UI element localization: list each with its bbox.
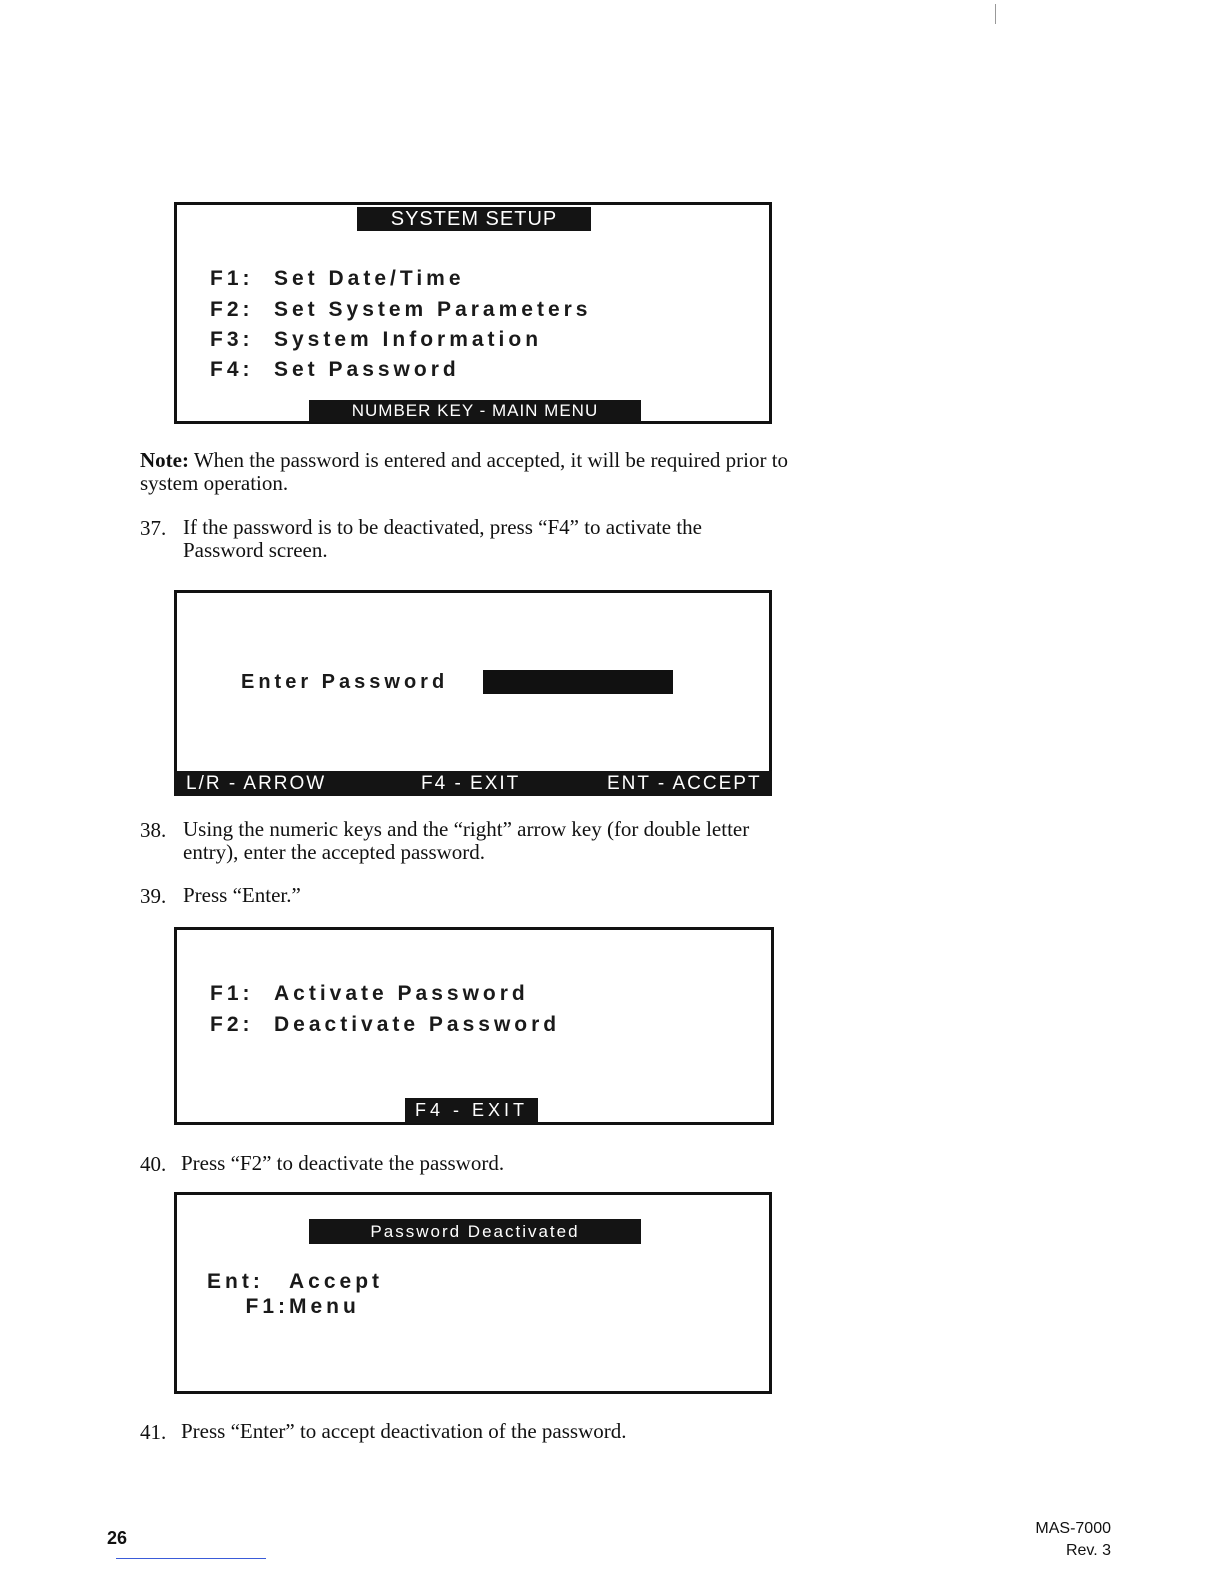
menu-label: System Information (274, 328, 543, 351)
document-id-block (1035, 1518, 1111, 1562)
main-menu-footer: NUMBER KEY - MAIN MENU (309, 400, 641, 422)
menu-item-set-password[interactable] (210, 358, 460, 382)
password-screen-footer (174, 771, 772, 796)
menu-item-set-date-time[interactable] (210, 267, 465, 291)
menu-label: Menu (289, 1295, 360, 1318)
step-41-number: 41. (140, 1420, 167, 1444)
password-deactivated-title: Password Deactivated (309, 1219, 641, 1244)
step-37-text: If the password is to be deactivated, press “F4” to activate the Password screen. (183, 515, 702, 562)
step-40-text: Press “F2” to deactivate the password. (181, 1151, 505, 1175)
step-38-number: 38. (140, 818, 167, 842)
menu-key: F2: (210, 1013, 254, 1036)
menu-key: F2: (210, 298, 254, 321)
menu-item-accept[interactable] (207, 1270, 383, 1294)
step-39-text: Press “Enter.” (183, 883, 301, 907)
menu-label: Deactivate Password (274, 1013, 561, 1036)
menu-label: Activate Password (274, 982, 529, 1005)
menu-label: Set Date/Time (274, 267, 465, 290)
arrow-hint: L/R - ARROW (186, 773, 327, 794)
note-text: When the password is entered and accepted, it will be required prior to system operation. (140, 448, 789, 495)
menu-item-system-information[interactable] (210, 328, 542, 352)
margin-mark (995, 4, 996, 24)
page-number: 26 (107, 1528, 128, 1548)
menu-item-set-system-parameters[interactable] (210, 298, 591, 322)
step-37-number: 37. (140, 516, 167, 540)
exit-hint: F4 - EXIT (421, 773, 521, 794)
note-label: Note: (140, 448, 189, 472)
note-paragraph (140, 449, 820, 495)
menu-label: Accept (289, 1270, 384, 1293)
footer-rule (116, 1558, 266, 1559)
menu-key: Ent: (207, 1270, 264, 1293)
menu-item-deactivate-password[interactable] (210, 1013, 560, 1037)
document-id: MAS-7000 (1035, 1520, 1111, 1537)
menu-key: F1: (210, 982, 254, 1005)
menu-key: F3: (210, 328, 254, 351)
step-40-number: 40. (140, 1152, 167, 1176)
exit-footer: F4 - EXIT (405, 1098, 538, 1123)
menu-label: Set System Parameters (274, 298, 592, 321)
accept-hint: ENT - ACCEPT (607, 773, 762, 794)
menu-item-activate-password[interactable] (210, 982, 529, 1006)
menu-item-menu[interactable] (207, 1295, 360, 1319)
menu-key: F1: (245, 1295, 289, 1318)
password-deactivated-screen (174, 1192, 772, 1394)
menu-label: Set Password (274, 358, 460, 381)
password-prompt: Enter Password (241, 671, 449, 693)
step-41-text: Press “Enter” to accept deactivation of the password. (181, 1419, 627, 1443)
enter-password-screen (174, 590, 772, 796)
menu-key: F1: (210, 267, 254, 290)
system-setup-screen (174, 202, 772, 424)
menu-key: F4: (210, 358, 254, 381)
document-revision: Rev. 3 (1065, 1542, 1111, 1559)
step-39-number: 39. (140, 884, 167, 908)
system-setup-title: SYSTEM SETUP (357, 207, 591, 231)
password-options-screen (174, 927, 774, 1125)
step-38-text: Using the numeric keys and the “right” arrow key (for double letter entry), enter the accepted password. (183, 817, 750, 864)
password-input-field[interactable] (483, 670, 673, 694)
